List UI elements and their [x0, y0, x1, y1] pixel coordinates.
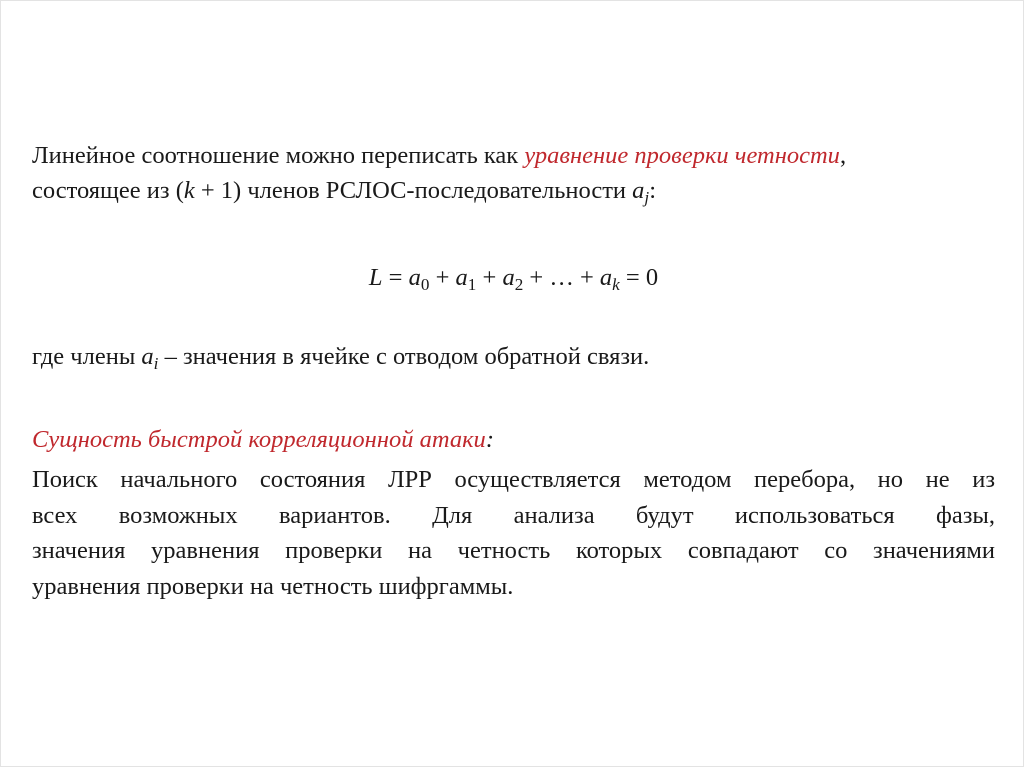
parity-formula: $L = a_0 + a_1 + a_2$ + … + $a_k = 0$ [368, 264, 659, 294]
body-line-4: уравнения проверки на четность шифргаммы. [32, 572, 514, 600]
section-heading: Сущность быстрой корреляционной атаки: [32, 426, 494, 453]
body-line-3: значения уравнения проверки на четность которых совпадают со значениями [32, 537, 995, 564]
where-paragraph: где члены $a_i$ – значения в ячейке с отводом обратной связи. [32, 343, 650, 373]
parity-equation-term: уравнение проверки четности [524, 142, 840, 169]
body-line-1: Поиск начального состояния ЛРР осуществляется методом перебора, но не из [32, 466, 995, 493]
intro-paragraph [32, 138, 995, 208]
intro-line1: Линейное соотношение можно переписать как уравнение проверки четности, [32, 142, 847, 169]
body-paragraph [32, 462, 995, 604]
intro-line2: состоящее из (k + 1) членов РСЛОС-последовательности $a_j$: [32, 177, 656, 207]
body-line-2: всех возможных вариантов. Для анализа будут использоваться фазы, [32, 501, 995, 529]
slide-content [32, 138, 995, 600]
